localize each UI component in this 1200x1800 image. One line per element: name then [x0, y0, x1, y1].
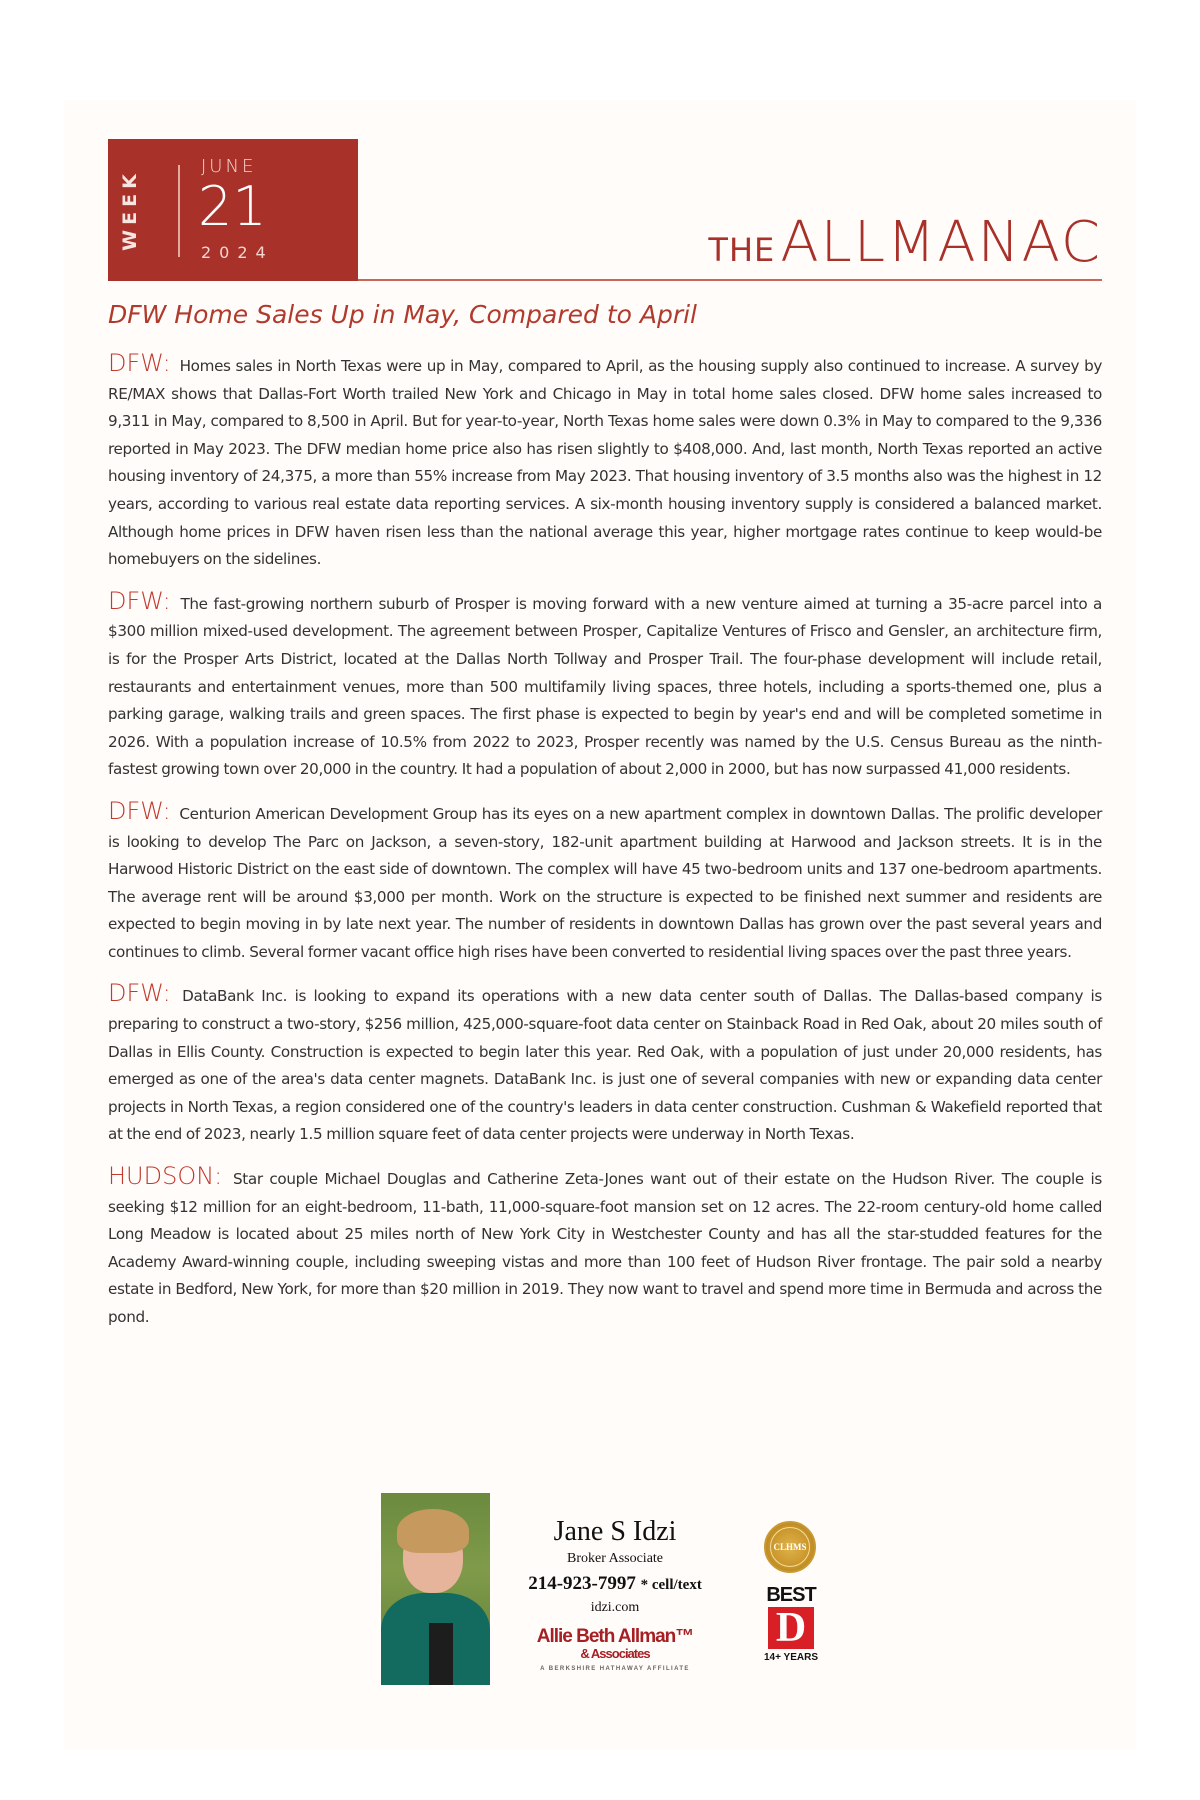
article-dateline: HUDSON:	[108, 1162, 223, 1191]
d-magazine-logo: D	[768, 1607, 814, 1649]
article-dateline: DFW:	[108, 586, 171, 615]
page-headline: DFW Home Sales Up in May, Compared to April	[108, 300, 698, 329]
clhms-seal-ring	[770, 1527, 810, 1567]
article	[108, 980, 1102, 1149]
photo-hair	[397, 1509, 469, 1553]
badge-years: 14+ YEARS	[763, 1652, 818, 1663]
article	[108, 588, 1102, 784]
article-list	[108, 350, 1102, 1346]
article-dateline: DFW:	[108, 349, 171, 377]
week-divider	[178, 165, 180, 257]
agent-photo	[381, 1493, 490, 1685]
agent-website-link[interactable]: idzi.com	[590, 1600, 640, 1615]
article	[108, 350, 1102, 574]
agent-phone	[505, 1572, 725, 1597]
best-of-d-badge-icon	[763, 1585, 819, 1663]
agent-title: Broker Associate	[566, 1551, 664, 1566]
brokerage-name: Allie Beth Allman™	[536, 1626, 694, 1647]
article-body: The fast-growing northern suburb of Prosper is moving forward with a new venture aimed at turning a 35-acre parcel into a $300 million mixed-used development. The agreement between Prosper, Capitalize Ventures of Frisco and Gensler, an architecture firm, is for the Prosper Arts District, located at the Dallas North Tollway and Prosper Trail. The four-phase development will include retail, restaurants and entertainment venues, more than 500 multifamily living spaces, three hotels, including a sports-themed one, plus a parking garage, walking trails and green spaces. The first phase is expected to begin by year's end and will be completed sometime in 2026. With a population increase of 10.5% from 2022 to 2023, Prosper recently was named by the U.S. Census Bureau as the ninth-fastest growing town over 20,000 in the country. It had a population of about 2,000 in 2000, but has now surpassed 41,000 residents.	[108, 594, 1102, 779]
article-body: Star couple Michael Douglas and Catherine Zeta-Jones want out of their estate on the Hudson River. The couple is seeking $12 million for an eight-bedroom, 11-bath, 11,000-square-foot mansion set on 12 acres. The 22-room century-old home called Long Meadow is located about 25 miles north of New York City in Westchester County and has all the star-studded features for the Academy Award-winning couple, including sweeping vistas and more than 100 feet of Hudson River frontage. The pair sold a nearby estate in Bedford, New York, for more than $20 million in 2019. They now want to travel and spend more time in Bermuda and across the pond.	[108, 1170, 1102, 1326]
clhms-seal-icon	[764, 1521, 816, 1573]
week-label: WEEK	[119, 169, 141, 251]
article	[108, 1163, 1102, 1332]
brokerage-logo	[505, 1627, 725, 1672]
newsletter-title	[708, 210, 1102, 275]
article-body: DataBank Inc. is looking to expand its operations with a new data center south of Dallas. The Dallas-based company is preparing to construct a two-story, $256 million, 425,000-square-foot data center on Stainback Road in Red Oak, about 20 miles south of Dallas in Ellis County. Construction is expected to begin later this year. Red Oak, with a population of just under 20,000 residents, has emerged as one of the area's data center magnets. DataBank Inc. is just one of several companies with new or expanding data center projects in North Texas, a region considered one of the country's leaders in data center construction. Cushman & Wakefield reported that at the end of 2023, nearly 1.5 million square feet of data center projects were underway in North Texas.	[108, 987, 1102, 1144]
header-divider	[358, 279, 1102, 281]
newsletter-title-name: ALLMANAC	[780, 210, 1102, 275]
brokerage-sub: & Associates	[580, 1646, 650, 1661]
article-body: Homes sales in North Texas were up in May, compared to April, as the housing supply also continued to increase. A survey by RE/MAX shows that Dallas-Fort Worth trailed New York and Chicago in May in total home sales closed. DFW home sales increased to 9,311 in May, compared to 8,500 in April. But for year-to-year, North Texas home sales were down 0.3% in May to compared to the 9,336 reported in May 2023. The DFW median home price also has risen slightly to $408,000. And, last month, North Texas reported an active housing inventory of 24,375, a more than 55% increase from May 2023. That housing inventory of 3.5 months also was the highest in 12 years, according to various real estate data reporting services. A six-month housing inventory supply is considered a balanced market. Although home prices in DFW haven risen less than the national average this year, higher mortgage rates continue to keep would-be homebuyers on the sidelines.	[108, 357, 1102, 569]
week-year: 2024	[201, 243, 274, 262]
article-dateline: DFW:	[108, 979, 171, 1008]
article	[108, 798, 1102, 967]
article-body: Centurion American Development Group has its eyes on a new apartment complex in downtown Dallas. The prolific developer is looking to develop The Parc on Jackson, a seven-story, 182-unit apartment building at Harwood and Jackson streets. It is in the Harwood Historic District on the east side of downtown. The complex will have 45 two-bedroom units and 137 one-bedroom apartments. The average rent will be around $3,000 per month. Work on the structure is expected to be finished next summer and residents are expected to begin moving in by late next year. The number of residents in downtown Dallas has grown over the past several years and continues to climb. Several former vacant office high rises have been converted to residential living spaces over the past three years.	[108, 804, 1102, 961]
brokerage-affiliate: A BERKSHIRE HATHAWAY AFFILIATE	[540, 1666, 690, 1672]
article-dateline: DFW:	[108, 796, 171, 825]
photo-shirt	[429, 1623, 453, 1685]
agent-phone-suffix: * cell/text	[640, 1577, 702, 1593]
agent-name: Jane S Idzi	[553, 1516, 677, 1547]
best-word: BEST	[766, 1584, 816, 1606]
clhms-seal-text: CLHMS	[773, 1542, 807, 1552]
agent-phone-number[interactable]: 214-923-7997	[528, 1573, 636, 1594]
agent-contact-card	[505, 1516, 725, 1672]
newsletter-title-prefix: THE	[708, 231, 776, 269]
week-day: 21	[198, 175, 267, 238]
week-month: JUNE	[201, 156, 257, 177]
